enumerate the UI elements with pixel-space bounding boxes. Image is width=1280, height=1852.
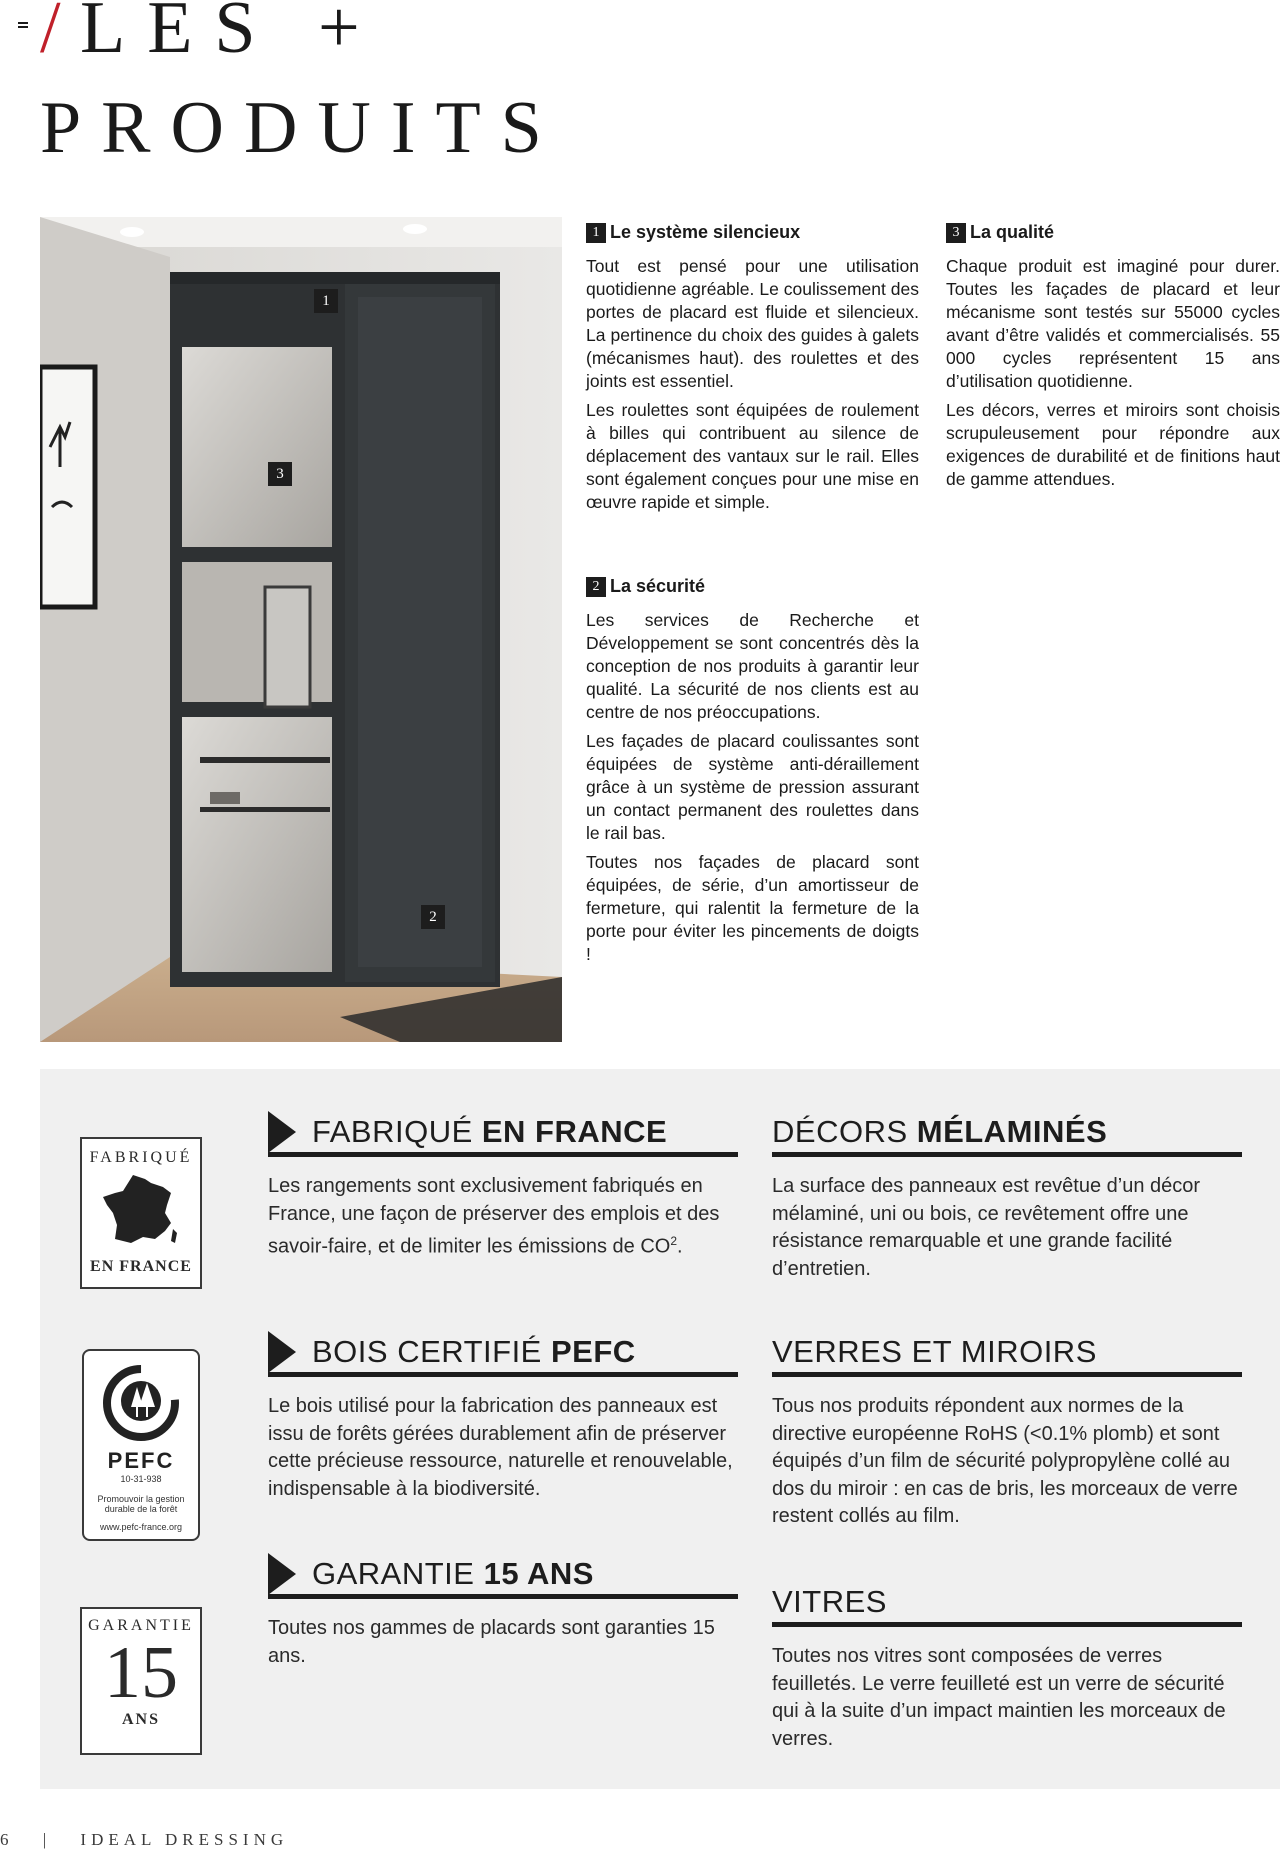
section-safety xyxy=(586,576,919,972)
feature-body: Toutes nos gammes de placards sont garanties 15 ans. xyxy=(268,1617,715,1667)
made-in-france-badge xyxy=(80,1137,202,1289)
section-paragraph: Les façades de placard coulissantes sont équipées de système anti-déraillement grâce à un système de pression assurant un contact permanent des roulettes dans le rail bas. xyxy=(586,731,919,843)
feature-heading xyxy=(772,1331,1242,1377)
feature-title: BOIS CERTIFIÉ PEFC xyxy=(312,1333,636,1369)
sliding-door-illustration xyxy=(40,217,562,1042)
pefc-tagline-1: Promouvoir la gestion xyxy=(97,1494,185,1504)
section-heading xyxy=(586,576,919,597)
page-number: 6 xyxy=(0,1830,14,1849)
section-heading xyxy=(946,222,1280,243)
badge-top-label: FABRIQUÉ xyxy=(89,1149,193,1166)
photo-marker-2: 2 xyxy=(421,905,445,929)
feature-warranty xyxy=(268,1553,738,1670)
section-number: 2 xyxy=(586,577,606,597)
features-panel xyxy=(40,1069,1280,1789)
section-paragraph: Les services de Recherche et Développement se sont concentrés dès la conception de nos produits à garantir leur qualité. La sécurité de nos clients est au centre de nos préoccupations. xyxy=(586,610,919,722)
feature-windows xyxy=(772,1581,1242,1753)
section-paragraph: Chaque produit est imaginé pour durer. Toutes les façades de placard et leur mécanisme sont testés sur 55000 cycles avant d’être validés et commercialisés. 55 000 cycles représentent 15 ans d’utilisation quotidienne. xyxy=(946,256,1280,391)
badge-top-label: GARANTIE xyxy=(88,1617,194,1634)
section-number: 3 xyxy=(946,223,966,243)
page-title-line2: PRODUITS xyxy=(40,87,562,169)
title-slash: / xyxy=(40,0,61,69)
section-number: 1 xyxy=(586,223,606,243)
page-footer xyxy=(0,1830,288,1850)
section-silent xyxy=(586,222,919,520)
feature-title: GARANTIE 15 ANS xyxy=(312,1555,594,1591)
footer-brand: IDEAL DRESSING xyxy=(80,1830,289,1849)
section-quality xyxy=(946,222,1280,497)
product-photo xyxy=(40,217,562,1042)
arrow-icon xyxy=(268,1553,296,1595)
pefc-logo-icon xyxy=(101,1363,181,1443)
pefc-tagline-2: durable de la forêt xyxy=(104,1504,178,1514)
section-paragraph: Les roulettes sont équipées de roulement à billes qui contribuent au silence de déplacement des vantaux sur le rail. Elles sont également conçues pour une mise en œuvre rapide et simple. xyxy=(586,400,919,512)
warranty-number: 15 xyxy=(104,1632,178,1714)
photo-marker-3: 3 xyxy=(268,462,292,486)
feature-body: Toutes nos vitres sont composées de verres feuilletés. Le verre feuilleté est un verre de sécurité qui à la suite d’un impact maintien les morceaux de verres. xyxy=(772,1645,1226,1750)
badge-bottom-label: EN FRANCE xyxy=(90,1258,192,1275)
feature-body: La surface des panneaux est revêtue d’un décor mélaminé, uni ou bois, ce revêtement offre une résistance remarquable et une grande facilité d’entretien. xyxy=(772,1175,1201,1280)
feature-heading xyxy=(268,1553,738,1599)
feature-body: Tous nos produits répondent aux normes de la directive européenne RoHS (<0.1% plomb) et sont équipés d’un film de sécurité polypropylène collé au dos du miroir : en cas de bris, les morceaux de verre restent collés au film. xyxy=(772,1395,1238,1527)
feature-body: Le bois utilisé pour la fabrication des panneaux est issu de forêts gérées durablement afin de préserver cette précieuse ressource, naturelle et renouvelable, indispensable à la biodiversité. xyxy=(268,1395,733,1500)
pefc-code: 10-31-938 xyxy=(120,1474,162,1484)
feature-heading xyxy=(772,1111,1242,1157)
section-paragraph: Tout est pensé pour une utilisation quotidienne agréable. Le coulissement des portes de placard est fluide et silencieux. La pertinence du choix des guides à galets (mécanismes haut). des roulettes et des joints est essentiel. xyxy=(586,256,919,391)
pefc-url: www.pefc-france.org xyxy=(99,1522,183,1532)
photo-marker-1: 1 xyxy=(314,289,338,313)
arrow-icon xyxy=(268,1331,296,1373)
section-paragraph: Les décors, verres et miroirs sont choisis scrupuleusement pour répondre aux exigences de durabilité et de finitions haut de gamme attendues. xyxy=(946,400,1280,489)
pefc-badge xyxy=(82,1349,200,1541)
section-paragraph: Toutes nos façades de placard sont équipées, de série, d’un amortisseur de fermeture, qui ralentit la fermeture de la porte pour éviter les pincements de doigts ! xyxy=(586,852,919,964)
feature-heading xyxy=(268,1111,738,1157)
feature-glass-mirrors xyxy=(772,1331,1242,1531)
badge-bottom-label: ANS xyxy=(121,1711,160,1728)
footer-separator: | xyxy=(42,1830,52,1849)
feature-melamine-decors xyxy=(772,1111,1242,1283)
section-title: La qualité xyxy=(970,222,1055,242)
arrow-icon xyxy=(268,1111,296,1153)
feature-heading xyxy=(268,1331,738,1377)
section-title: Le système silencieux xyxy=(610,222,801,242)
feature-title: VERRES ET MIROIRS xyxy=(772,1333,1097,1369)
feature-pefc-wood xyxy=(268,1331,738,1503)
feature-title: FABRIQUÉ EN FRANCE xyxy=(312,1113,668,1149)
warranty-badge xyxy=(80,1607,202,1755)
page-title-line1: LES + xyxy=(80,0,382,69)
menu-icon[interactable] xyxy=(18,22,28,28)
feature-made-in-france xyxy=(268,1111,738,1261)
section-title: La sécurité xyxy=(610,576,706,596)
france-map-icon xyxy=(101,1173,181,1247)
feature-title: DÉCORS MÉLAMINÉS xyxy=(772,1113,1108,1149)
section-heading xyxy=(586,222,919,243)
feature-heading xyxy=(772,1581,1242,1627)
pefc-name: PEFC xyxy=(107,1448,175,1473)
feature-title: VITRES xyxy=(772,1583,887,1619)
feature-body: Les rangements sont exclusivement fabriqués en France, une façon de préserver des emplois et des savoir-faire, et de limiter les émissions de $CO^2$. xyxy=(268,1175,720,1258)
